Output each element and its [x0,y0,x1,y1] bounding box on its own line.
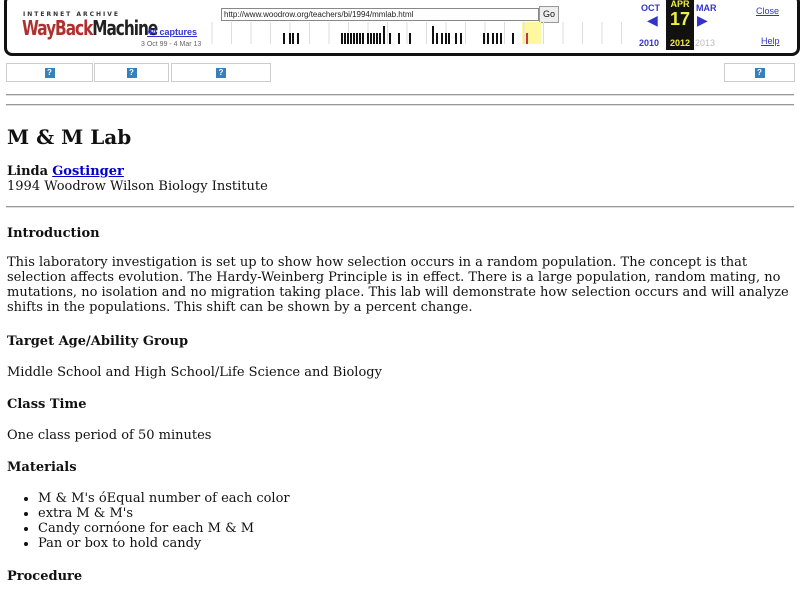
capture-bar [500,33,502,44]
capture-bar [359,33,361,44]
help-icon: ? [127,68,137,78]
current-day: 17 [669,9,691,29]
logo-top: INTERNET ARCHIVE [23,11,121,18]
capture-bar [398,33,400,44]
capture-bar [356,33,358,44]
capture-bar [341,33,343,44]
capture-bar [487,33,489,44]
capture-bar [362,33,364,44]
capture-bar [350,33,352,44]
capture-bar [483,33,485,44]
capture-bar [455,33,457,44]
list-item: • Candy cornóone for each M & M [38,521,290,536]
intro-text: This laboratory investigation is set up to show how selection occurs in a random population. The concept is that selection affects evolution. The Hardy-Weinberg Principle is in effect. There is a large population, random mating, no mutations, no isolation and no migration taking place. This lab will demonstrate how selection occurs and will analyze shifts in the populations. This shift can be shown by a percent change. [7,255,789,315]
materials-heading: Materials [7,460,77,475]
current-capture [666,0,694,50]
capture-bar [436,33,438,44]
capture-bar [370,33,372,44]
capture-bar [344,33,346,44]
nav-button-3[interactable] [171,63,271,82]
divider [6,94,794,96]
list-item: • extra M & M's [38,506,290,521]
help-icon: ? [45,68,55,78]
procedure-heading: Procedure [7,569,83,584]
capture-bar [409,33,411,44]
age-heading: Target Age/Ability Group [7,334,189,349]
help-icon: ? [755,68,765,78]
wayback-toolbar [4,0,800,56]
captures-link[interactable]: 44 captures [147,27,198,37]
help-icon: ? [216,68,226,78]
capture-bar [460,33,462,44]
time-text: One class period of 50 minutes [7,428,212,443]
capture-bar [353,33,355,44]
affiliation: 1994 Woodrow Wilson Biology Institute [7,179,268,194]
list-item: • M & M's óEqual number of each color [38,491,290,506]
prev-arrow-icon[interactable]: ◀ [647,13,658,29]
current-year-highlight [522,22,541,44]
divider [6,104,794,106]
capture-bar [297,33,299,44]
capture-bar [383,26,385,44]
current-year: 2012 [669,38,691,48]
capture-bar [292,33,294,44]
capture-bar [376,33,378,44]
capture-sparkline[interactable] [207,22,632,44]
nav-button-1[interactable] [6,63,93,82]
capture-bar [492,33,494,44]
next-year: 2013 [695,38,716,48]
time-heading: Class Time [7,397,87,412]
capture-bar [441,33,443,44]
capture-bar [445,33,447,44]
prev-year[interactable]: 2010 [639,38,660,48]
current-month: APR [670,0,690,9]
capture-bar [389,33,391,44]
help-link[interactable]: Help [761,36,780,46]
materials-list [0,491,290,551]
next-month[interactable]: MAR [696,3,717,13]
capture-bar [496,33,498,44]
capture-range: 3 Oct 99 - 4 Mar 13 [141,41,202,48]
next-arrow-icon[interactable]: ▶ [697,13,708,29]
list-item: • Pan or box to hold candy [38,536,290,551]
go-button[interactable]: Go [539,6,559,23]
author: Linda Gostinger [7,164,124,179]
intro-heading: Introduction [7,226,100,241]
capture-bar [526,33,528,44]
author-link[interactable]: Gostinger [52,164,124,179]
capture-bar [448,33,450,44]
age-text: Middle School and High School/Life Science and Biology [7,365,382,380]
divider [6,206,794,208]
capture-bar [432,26,434,44]
capture-bar [289,33,291,44]
close-link[interactable]: Close [756,6,780,16]
capture-bar [512,33,514,44]
prev-month[interactable]: OCT [641,3,660,13]
url-input[interactable]: http://www.woodrow.org/teachers/bi/1994/mmlab.html [221,8,539,21]
wayback-logo[interactable]: WayBackMachine [22,17,158,41]
capture-bar [367,33,369,44]
page-title: M & M Lab [7,125,132,149]
capture-bar [379,33,381,44]
capture-bar [373,33,375,44]
nav-button-4[interactable] [724,63,795,82]
capture-bar [283,33,285,44]
nav-button-2[interactable] [94,63,169,82]
capture-bar [347,33,349,44]
